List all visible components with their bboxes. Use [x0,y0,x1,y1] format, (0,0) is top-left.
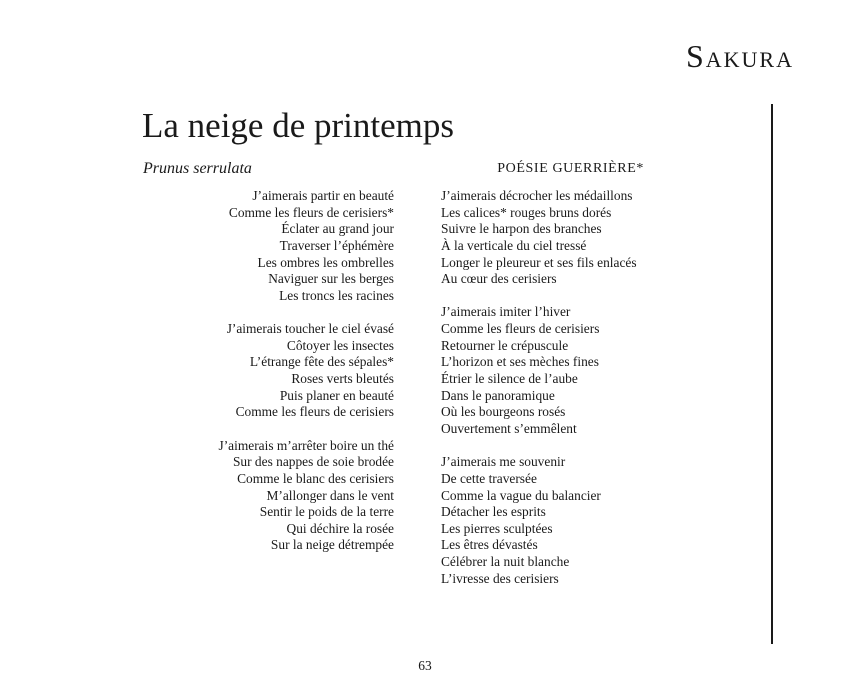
verse-line: L’ivresse des cerisiers [441,570,559,586]
running-head: Sakura [685,38,794,74]
verse-line: Célébrer la nuit blanche [441,554,570,570]
verse-line: Traverser l’éphémère [279,237,394,253]
vertical-rule [771,104,773,644]
verse-line: J’aimerais partir en beauté [252,188,394,203]
verse-line: Étrier le silence de l’aube [441,371,578,387]
verse-line: Sur la neige détrempée [270,537,394,553]
verse-line: Côtoyer les insectes [286,337,394,353]
verse-line: Comme les fleurs de cerisiers [441,321,600,337]
verse-line: Roses verts bleutés [291,371,394,387]
verse-line: Comme la vague du balancier [441,487,601,503]
stanza [441,454,741,587]
stanza [441,304,741,437]
verse-line: Puis planer en beauté [279,387,394,403]
verse-line: Où les bourgeons rosés [441,404,566,420]
verse-line: Détacher les esprits [441,504,546,520]
verse-line: Sur des nappes de soie brodée [232,454,394,470]
verse-line: Longer le pleureur et ses fils enlacés [441,254,637,270]
verse-line: Ouvertement s’emmêlent [441,420,577,436]
verse-line: De cette traversée [441,470,537,486]
verse-line: Naviguer sur les berges [268,271,394,287]
botanical-subtitle: Prunus serrulata [143,160,252,177]
stanza [94,188,394,304]
verse-line: Les calices* rouges bruns dorés [441,204,612,220]
verse-line: J’aimerais m’arrêter boire un thé [218,437,394,453]
right-column [441,188,741,587]
verse-line: Les troncs les racines [279,287,394,303]
verse-line: L’étrange fête des sépales* [249,354,394,370]
verse-line: À la verticale du ciel tressé [441,237,587,253]
verse-line: Au cœur des cerisiers [441,271,557,287]
stanza [94,321,394,421]
verse-line: J’aimerais me souvenir [441,454,566,470]
page-number: 63 [418,658,432,673]
verse-line: M’allonger dans le vent [266,487,394,503]
verse-line: J’aimerais imiter l’hiver [441,304,571,320]
stanza [441,188,741,288]
verse-line: L’horizon et ses mèches fines [441,354,599,370]
stanza [94,438,394,554]
left-column [94,188,394,554]
verse-line: Les ombres les ombrelles [257,254,394,270]
verse-line: J’aimerais toucher le ciel évasé [226,321,394,337]
section-label: POÉSIE GUERRIÈRE* [497,161,644,176]
verse-line: Éclater au grand jour [281,221,394,237]
verse-line: Sentir le poids de la terre [259,504,394,520]
poem-title: La neige de printemps [142,106,454,145]
verse-line: Comme les fleurs de cerisiers [235,404,394,420]
verse-line: Les pierres sculptées [441,520,553,536]
verse-line: Comme les fleurs de cerisiers* [228,204,394,220]
verse-line: Suivre le harpon des branches [441,221,602,237]
verse-line: Qui déchire la rosée [286,520,394,536]
verse-line: J’aimerais décrocher les médaillons [441,188,633,203]
verse-line: Les êtres dévastés [441,537,538,553]
verse-line: Retourner le crépuscule [441,337,569,353]
verse-line: Dans le panoramique [441,387,555,403]
verse-line: Comme le blanc des cerisiers [237,470,394,486]
